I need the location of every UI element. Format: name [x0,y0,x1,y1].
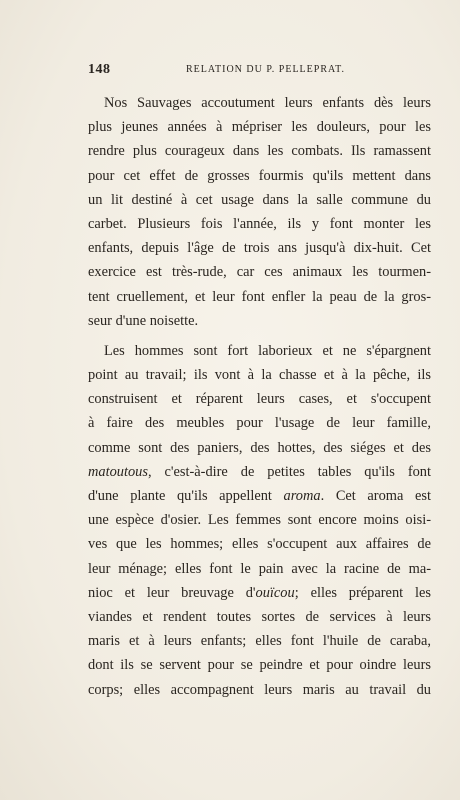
text-line: dont ils se servent pour se peindre et pour oindre leurs [88,657,431,674]
text-line: corps; elles accompagnent leurs maris au travail du [88,681,431,698]
text-line: maris et à leurs enfants; elles font l'huile de caraba, [88,633,431,650]
text-line: enfants, depuis l'âge de trois ans jusqu'à dix-huit. Cet [88,240,431,257]
body-text [88,91,431,702]
text-line: rendre plus courageux dans les combats. Ils ramassent [88,143,431,160]
text-line: viandes et rendent toutes sortes de services à leurs [88,608,431,625]
text-line: à faire des meubles pour l'usage de leur famille, [88,415,431,432]
running-head: RELATION DU P. PELLEPRAT. [186,64,345,75]
text-line: point au travail; ils vont à la chasse et à la pêche, ils [88,367,431,384]
text-line: seur d'une noisette. [88,312,199,329]
text-line: comme sont des paniers, des hottes, des siéges et des [88,439,431,456]
text-line: un lit destiné à cet usage dans la salle commune du [88,191,431,208]
text-line: matoutous, c'est-à-dire de petites tables qu'ils font [88,463,431,480]
text-line: leur ménage; elles font le pain avec la racine de ma- [88,560,431,577]
text-line: construisent et réparent leurs cases, et s'occupent [88,391,431,408]
text-line: ves que les hommes; elles s'occupent aux affaires de [88,536,431,553]
text-line: Les hommes sont fort laborieux et ne s'épargnent [104,342,431,359]
text-line: une espèce d'osier. Les femmes sont encore moins oisi- [88,512,431,529]
text-line: pour cet effet de grosses fourmis qu'ils mettent dans [88,167,431,184]
text-line: carbet. Plusieurs fois l'année, ils y font monter les [88,215,431,232]
text-line: d'une plante qu'ils appellent aroma. Cet aroma est [88,488,431,504]
page-number: 148 [88,62,111,77]
text-line: plus jeunes années à mépriser les douleurs, pour les [88,119,431,136]
text-line: tent cruellement, et leur font enfler la peau de la gros- [88,288,431,305]
text-line: exercice est très-rude, car ces animaux les tourmen- [88,264,431,281]
page-header [88,62,424,80]
text-line: Nos Sauvages accoutument leurs enfants dès leurs [104,95,431,111]
text-line: nioc et leur breuvage d'ouïcou; elles préparent les [88,584,431,601]
